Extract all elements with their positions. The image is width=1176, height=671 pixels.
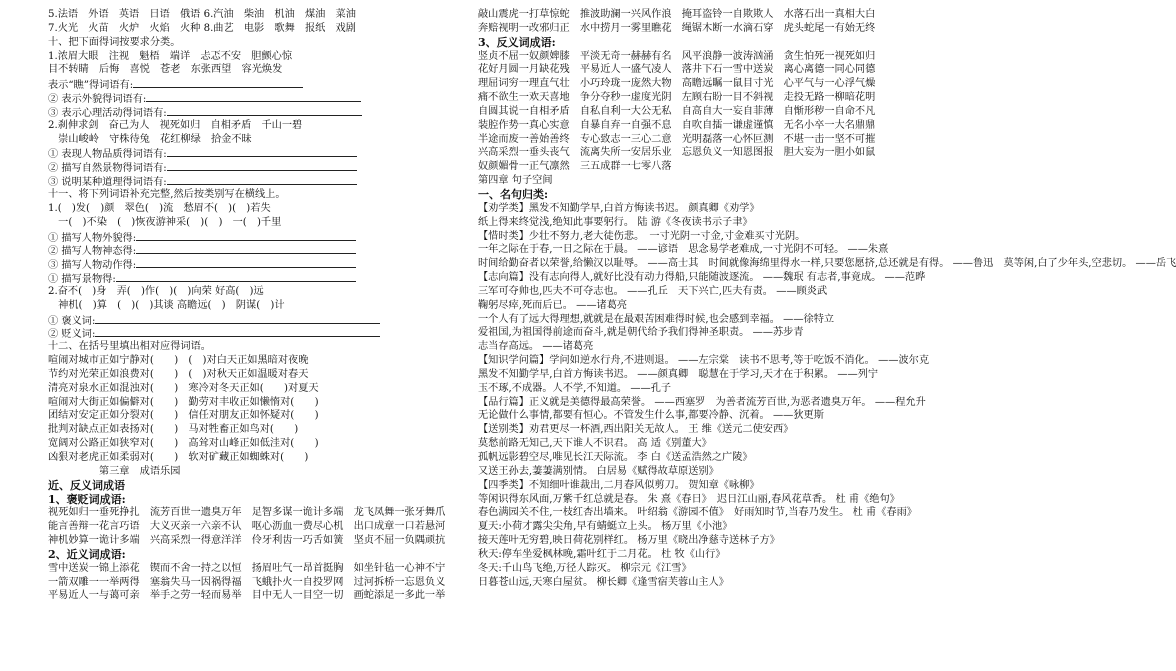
line-text: 【送别类】劝君更尽一杯酒,西出阳关无故人。 王 维《送元二使安西》 xyxy=(478,424,794,436)
line-text: ② 描写自然景物得词语有: xyxy=(48,163,167,175)
text-line xyxy=(478,465,920,479)
line-text: 半途而废一善始善终 专心致志一三心二意 光明磊落一心怀叵测 不堪一击一坚不可摧 xyxy=(478,133,876,145)
line-text: 能言善辩一花言巧语 大义灭亲一六亲不认 呕心沥血一费尽心机 出口成章一口若悬河 xyxy=(48,521,446,533)
text-line xyxy=(48,77,488,91)
text-line xyxy=(48,368,488,382)
text-line xyxy=(478,63,920,77)
line-text: 爱祖国,为祖国得前途而奋斗,就是朝代给予我们得神圣职责。 ——苏步青 xyxy=(478,327,804,339)
text-line xyxy=(478,423,920,437)
text-line xyxy=(478,382,920,396)
line-text: 目不转睛 后悔 喜悦 苍老 东张西望 容光焕发 xyxy=(48,64,283,76)
answer-blank xyxy=(136,230,356,241)
line-text: 第四章 句子空间 xyxy=(478,175,553,187)
line-text: 时间给勤奋者以荣誉,给懒汉以耻辱。 ——高士其 时间就像海绵里得水一样,只要您愿挤,总还就是有得。 ——鲁迅 莫等闲,白了少年头,空悲切。 ——岳飞 xyxy=(478,258,1176,270)
line-text: ② 表示外貌得词语有: xyxy=(48,94,147,106)
text-line xyxy=(478,313,920,327)
answer-blank xyxy=(146,91,361,102)
text-line xyxy=(48,36,488,50)
line-text: 表示“瞧”得词语有: xyxy=(48,80,134,92)
line-text: 装腔作势一真心实意 自暴自弃一自强不息 自吹自擂一谦虚谨慎 无名小卒一大名鼎鼎 xyxy=(478,119,876,131)
text-line xyxy=(48,105,488,119)
text-line xyxy=(478,119,920,133)
text-line xyxy=(48,230,488,244)
line-text: 节约对光荣正如浪费对( ) ( )对秋天正如温暖对春天 xyxy=(48,368,309,380)
line-text: 兴高采烈一垂头丧气 流离失所一安居乐业 忘恩负义一知恩图报 胆大妄为一胆小如鼠 xyxy=(478,147,876,159)
line-text: 雪中送炭一锦上添花 锲而不舍一持之以恒 扬眉吐气一昂首挺胸 如坐针毡一心神不宁 xyxy=(48,562,446,574)
text-line xyxy=(48,437,488,451)
line-text: 黑发不知勤学早,白首方悔读书迟。 ——颜真卿 聪慧在于学习,天才在于积累。 ——列宁 xyxy=(478,368,879,380)
line-text: 鞠躬尽瘁,死而后已。 ——诸葛亮 xyxy=(478,299,628,311)
line-text: 一、名句归类: xyxy=(478,187,549,201)
text-line xyxy=(478,50,920,64)
line-text: 奴颜媚骨一正气凛然 三五成群一七零八落 xyxy=(478,161,672,173)
text-line xyxy=(48,340,488,354)
line-text: 2、近义词成语: xyxy=(48,547,126,561)
text-line xyxy=(478,576,920,590)
section-heading xyxy=(48,493,488,507)
section-heading xyxy=(48,548,488,562)
text-line xyxy=(48,313,488,327)
text-line xyxy=(48,396,488,410)
text-line xyxy=(478,506,920,520)
line-text: 又送王孙去,萋萋满别情。 白居易《赋得故草原送别》 xyxy=(478,465,719,477)
line-text: 十二、在括号里填出相对应得词语。 xyxy=(48,341,211,353)
text-line xyxy=(478,91,920,105)
line-text: 理屈词穷一理直气壮 小巧玲珑一庞然大物 高瞻远瞩一鼠目寸光 心平气与一心浮气燥 xyxy=(478,78,876,90)
text-line xyxy=(478,437,920,451)
line-text: 竖贞不屈一奴颜婢膝 平淡无奇一赫赫有名 风平浪静一波涛汹涌 贪生怕死一视死如归 xyxy=(478,50,876,62)
line-text: 莫愁前路无知己,天下谁人不识君。 高 适《别董大》 xyxy=(478,438,712,450)
text-line xyxy=(48,382,488,396)
text-line xyxy=(48,465,488,479)
text-line xyxy=(48,63,488,77)
line-text: 2.刹伸求剑 奋己为人 视死如归 自相矛盾 千山一碧 xyxy=(48,119,303,131)
text-line xyxy=(478,354,930,368)
line-text: 冬天:千山鸟飞绝,万径人踪灭。 柳宗元《江雪》 xyxy=(478,562,692,574)
line-text: 接天莲叶无穷碧,映日荷花别样红。 杨万里《晓出净慈寺送林子方》 xyxy=(478,535,780,547)
text-line xyxy=(48,423,488,437)
answer-blank xyxy=(167,160,357,171)
text-line xyxy=(478,326,920,340)
line-text: 神机妙算一诡计多端 兴高采烈一得意洋洋 伶牙利齿一巧舌如簧 坚贞不屈一负隅顽抗 xyxy=(48,535,446,547)
line-text: 平易近人一与蔼可亲 举手之劳一轻而易举 目中无人一目空一切 画蛇添足一多此一举 xyxy=(48,590,446,602)
text-line xyxy=(478,230,920,244)
text-line xyxy=(48,285,488,299)
text-line xyxy=(48,22,488,36)
text-line xyxy=(48,257,488,271)
text-line xyxy=(478,548,920,562)
text-line xyxy=(48,119,488,133)
text-line xyxy=(48,271,488,285)
line-text: 敲山震虎一打草惊蛇 推波助澜一兴风作浪 掩耳盗铃一自欺欺人 水落石出一真相大白 xyxy=(478,9,876,20)
right-column xyxy=(478,8,1176,668)
line-text: 春色满园关不住,一枝红杏出墙来。 叶绍翁《游园不值》 好雨知时节,当春乃发生。 杜 甫《春雨》 xyxy=(478,507,917,519)
line-text: 【四季类】不知细叶谁裁出,二月春风似剪刀。 贺知章《咏柳》 xyxy=(478,479,760,491)
line-text: ① 描写景物得: xyxy=(48,274,116,286)
line-text: 喧闹对大街正如偏僻对( ) 勤劳对丰收正如懒惰对( ) xyxy=(48,396,319,408)
line-text: 【知识学问篇】学问如逆水行舟,不进则退。 ——左宗棠 读书不思考,等于吃饭不消化。 ——波尔克 xyxy=(478,355,930,367)
line-text: 十一、将下列词语补充完整,然后按类别写在横线上。 xyxy=(48,188,286,200)
text-line xyxy=(478,271,926,285)
section-heading xyxy=(48,479,488,493)
line-text: 2.奋不( )身 弄( )作( )( )向荣 好高( )远 xyxy=(48,285,264,297)
line-text: 奔赔视明一改邪归正 水中捞月一雾里瞧花 绳锯木断一水滴石穿 虎头蛇尾一有始无终 xyxy=(478,22,876,34)
line-text: 【惜时类】少壮不努力,老大徒伤悲。 一寸光阴一寸金,寸金难买寸光阴。 xyxy=(478,230,806,242)
answer-blank xyxy=(116,271,356,282)
text-line xyxy=(48,243,488,257)
text-line xyxy=(478,299,920,313)
line-text: 宽阔对公路正如狭窄对( ) 高耸对山峰正如低洼对( ) xyxy=(48,438,319,450)
line-text: ② 贬义词: xyxy=(48,329,96,341)
text-line xyxy=(48,188,488,202)
text-line xyxy=(48,326,488,340)
line-text: 无论做什么事情,都要有恒心。不管发生什么事,都要冷静、沉着。 ——狄更斯 xyxy=(478,410,824,422)
answer-blank xyxy=(167,174,357,185)
answer-blank xyxy=(167,146,357,157)
text-line xyxy=(478,340,920,354)
text-line xyxy=(478,22,920,36)
text-line xyxy=(478,8,920,22)
line-text: 一( )不染 ( )恢夜游神采( )( ) 一( )千里 xyxy=(48,216,282,228)
text-line xyxy=(478,409,920,423)
line-text: 3、反义词成语: xyxy=(478,35,556,49)
text-line xyxy=(48,202,488,216)
line-text: 1、褒贬词成语: xyxy=(48,492,126,506)
text-line xyxy=(478,133,920,147)
line-text: 纸上得来终觉浅,绝知此事要躬行。 陆 游《冬夜读书示子聿》 xyxy=(478,216,753,228)
text-line xyxy=(48,91,488,105)
text-line xyxy=(48,506,488,520)
line-text: ③ 描写人物动作得: xyxy=(48,260,137,272)
line-text: 第三章 成语乐园 xyxy=(48,465,181,477)
line-text: 十、把下面得词按要求分类。 xyxy=(48,36,181,48)
line-text: 1.( )发( )颜 翠色( )流 愁眉不( )( )若失 xyxy=(48,202,271,214)
line-text: 神机( )算 ( )( )其谈 高瞻远( ) 阴谋( )计 xyxy=(48,299,285,311)
text-line xyxy=(478,534,920,548)
answer-blank xyxy=(136,257,356,268)
answer-blank xyxy=(136,243,356,254)
text-line xyxy=(478,562,920,576)
answer-blank xyxy=(95,326,380,337)
line-text: ① 描写人物外貌得: xyxy=(48,232,137,244)
line-text: 崇山峻岭 守株待兔 花红柳绿 拾金不昧 xyxy=(48,133,252,145)
answer-blank xyxy=(133,77,303,88)
line-text: 夏天:小荷才露尖尖角,早有蜻蜓立上头。 杨万里《小池》 xyxy=(478,521,733,533)
line-text: 团结对安定正如分裂对( ) 信任对朋友正如怀疑对( ) xyxy=(48,410,319,422)
text-line xyxy=(48,534,488,548)
text-line xyxy=(478,479,920,493)
line-text: 【志向篇】没有志向得人,就好比没有动力得船,只能随波逐流。 ——魏珉 有志者,事竟成。 ——范晔 xyxy=(478,272,926,284)
line-text: 花好月圆一月缺花残 平易近人一盛气凌人 落井下石一雪中送炭 离心离德一同心同德 xyxy=(478,64,876,76)
answer-blank xyxy=(95,313,380,324)
line-text: ② 描写人物神态得: xyxy=(48,246,137,258)
line-text: 5.法语 外语 英语 日语 俄语 6.汽油 柴油 机油 煤油 菜油 xyxy=(48,9,356,20)
line-text: 三军可夺帅也,匹夫不可夺志也。 ——孔丘 天下兴亡,匹夫有责。 ——顾炎武 xyxy=(478,285,828,297)
text-line xyxy=(48,589,488,603)
line-text: 痛不欲生一欢天喜地 争分夺秒一虚度光阴 左顾右盼一目不斜视 走投无路一柳暗花明 xyxy=(478,92,876,104)
text-line xyxy=(478,77,920,91)
text-line xyxy=(48,520,488,534)
text-line xyxy=(478,105,920,119)
text-line xyxy=(478,174,920,188)
line-text: ③ 说明某种道理得词语有: xyxy=(48,177,167,189)
text-line xyxy=(478,202,920,216)
line-text: 清亮对泉水正如混浊对( ) 寒冷对冬天正如( )对夏天 xyxy=(48,382,319,394)
line-text: 【劝学类】黑发不知勤学早,白首方悔读书迟。 颜真卿《劝学》 xyxy=(478,202,760,214)
text-line xyxy=(478,493,920,507)
line-text: ③ 表示心理活动得词语有: xyxy=(48,107,167,119)
left-column xyxy=(48,8,488,668)
text-line xyxy=(48,133,488,147)
text-line xyxy=(478,243,920,257)
text-line xyxy=(478,451,920,465)
text-line xyxy=(48,299,488,313)
text-line xyxy=(478,257,1176,271)
line-text: 7.火光 火苗 火炉 火焰 火种 8.曲艺 电影 歌舞 报纸 戏剧 xyxy=(48,22,356,34)
line-text: 日暮苍山远,天寒白屋贫。 柳长卿《逢雪宿芙蓉山主人》 xyxy=(478,576,729,588)
line-text: ① 褒义词: xyxy=(48,315,96,327)
text-line xyxy=(478,160,920,174)
line-text: 孤帆远影碧空尽,唯见长江天际流。 李 白《送孟浩然之广陵》 xyxy=(478,452,753,463)
text-line xyxy=(48,174,488,188)
section-heading xyxy=(478,188,920,202)
text-line xyxy=(478,285,920,299)
text-line xyxy=(478,520,920,534)
line-text: 等闲识得东风面,万紫千红总就是春。 朱 熹《春日》 迟日江山丽,春风花草香。 杜 甫《绝句》 xyxy=(478,493,900,505)
text-line xyxy=(48,576,488,590)
text-line xyxy=(48,451,488,465)
text-line xyxy=(478,396,926,410)
line-text: 凶狠对老虎正如柔弱对( ) 软对矿藏正如蜘蛛对( ) xyxy=(48,452,309,463)
line-text: 玉不琢,不成器。人不学,不知道。 ——孔子 xyxy=(478,382,672,394)
line-text: 一箭双雕一一举两得 塞翁失马一因祸得福 飞蛾扑火一自投罗网 过河拆桥一忘恩负义 xyxy=(48,576,446,588)
line-text: 自圆其说一自相矛盾 自私自利一大公无私 自高自大一妄自菲薄 自惭形秽一自命不凡 xyxy=(478,105,876,117)
line-text: 近、反义词成语 xyxy=(48,478,125,492)
line-text: 批判对缺点正如表扬对( ) 马对牲畜正如鸟对( ) xyxy=(48,424,299,436)
text-line xyxy=(48,50,488,64)
text-line xyxy=(48,8,488,22)
text-line xyxy=(478,146,920,160)
line-text: 喧闹对城市正如宁静对( ) ( )对白天正如黑暗对夜晚 xyxy=(48,355,309,367)
section-heading xyxy=(478,36,920,50)
text-line xyxy=(48,409,488,423)
line-text: 志当存高远。 ——诸葛亮 xyxy=(478,341,594,353)
text-line xyxy=(48,146,488,160)
line-text: 秋天:停车坐爱枫林晚,霜叶红于二月花。 杜 牧《山行》 xyxy=(478,548,726,560)
text-line xyxy=(48,562,488,576)
line-text: 1.浓眉大眼 注视 魁梧 端详 忐忑不安 胆颤心惊 xyxy=(48,50,293,62)
line-text: 视死如归一垂死挣扎 流芳百世一遗臭万年 足智多谋一诡计多端 龙飞凤舞一张牙舞爪 xyxy=(48,507,446,519)
text-line xyxy=(478,368,920,382)
answer-blank xyxy=(167,105,362,116)
text-line xyxy=(48,354,488,368)
line-text: 一年之际在于春,一日之际在于晨。 ——谚语 思念易学老难成,一寸光阴不可轻。 ——朱熹 xyxy=(478,244,889,256)
text-line xyxy=(48,160,488,174)
line-text: 一个人有了远大得理想,就就是在最艰苦困难得时候,也会感到幸福。 ——徐特立 xyxy=(478,313,835,325)
text-line xyxy=(48,216,488,230)
line-text: 【品行篇】正义就是美德得最高荣誉。 ——西塞罗 为善者流芳百世,为恶者遗臭万年。 ——程允升 xyxy=(478,396,926,408)
line-text: ① 表现人物品质得词语有: xyxy=(48,149,167,161)
text-line xyxy=(478,216,920,230)
